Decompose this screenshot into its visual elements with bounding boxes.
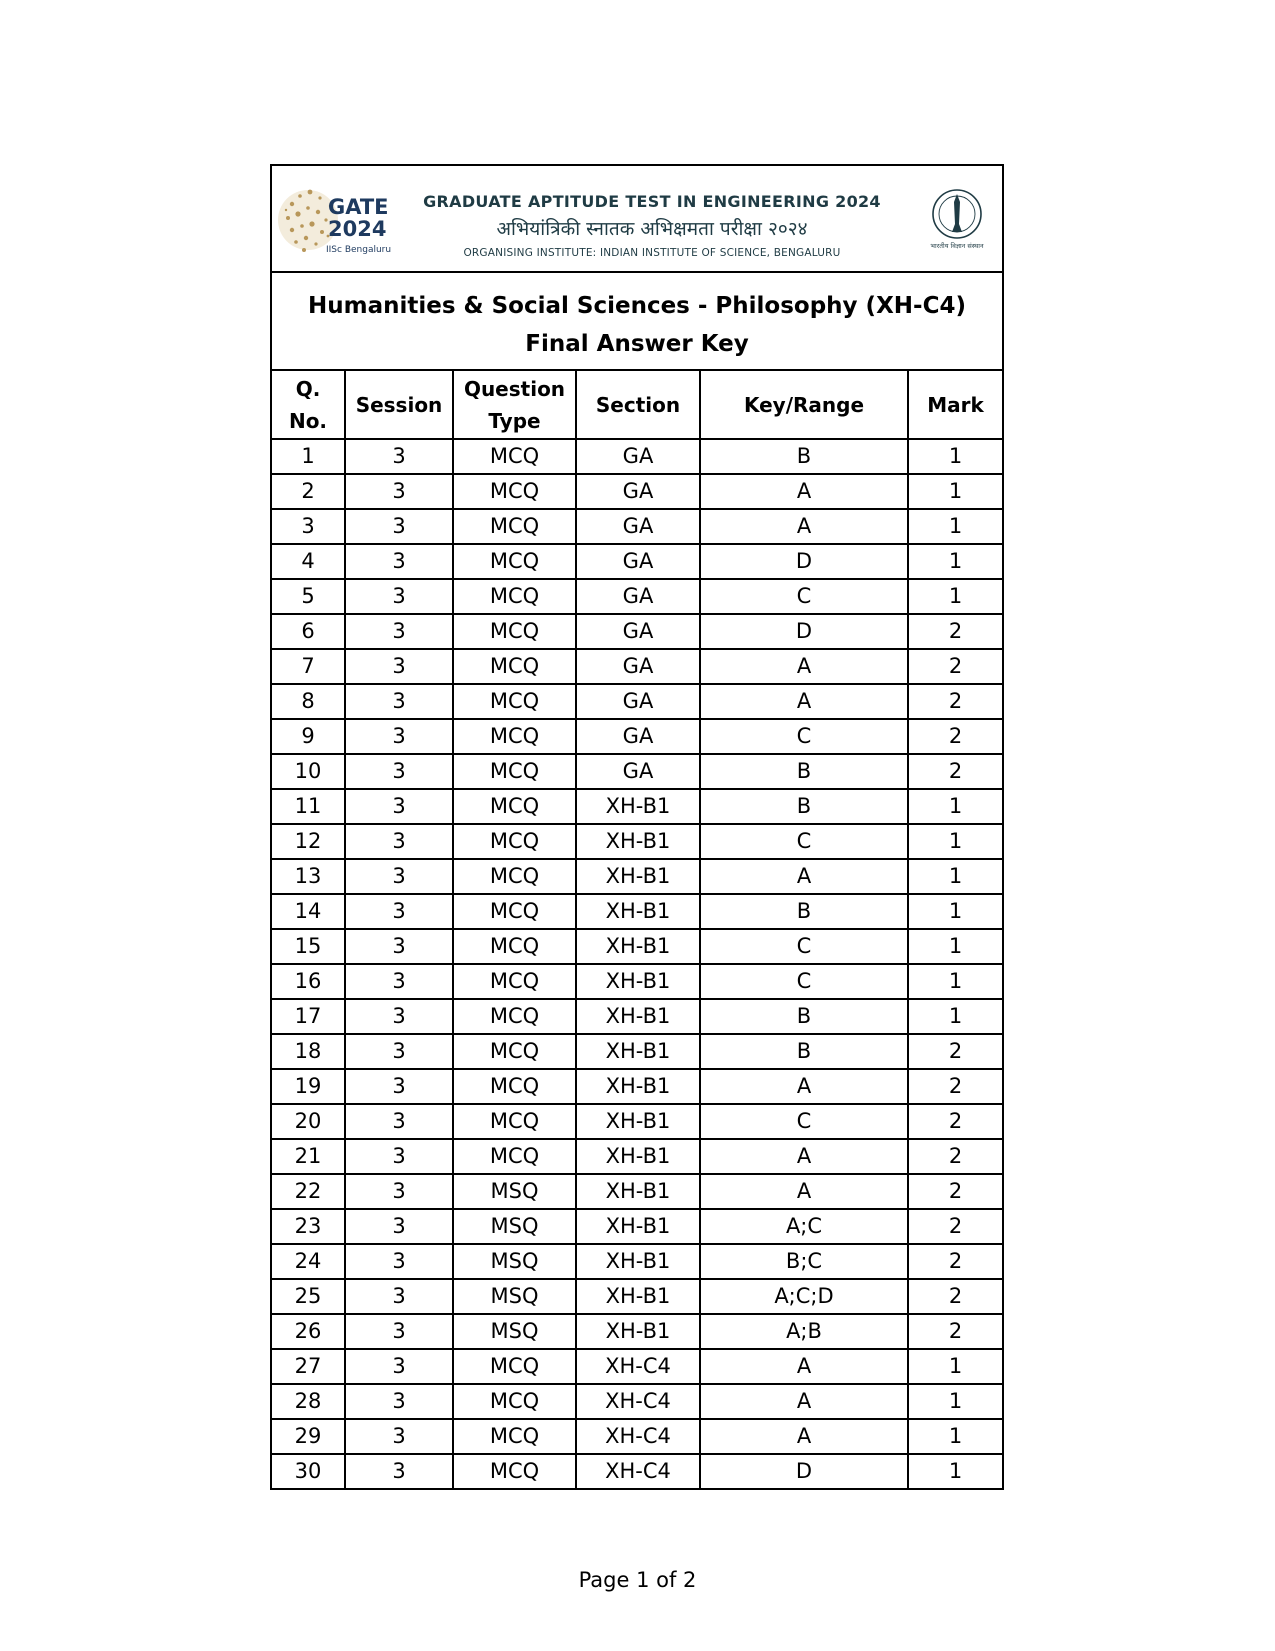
cell-session: 3 bbox=[345, 1209, 453, 1244]
cell-question-type: MCQ bbox=[453, 614, 576, 649]
cell-question-number: 6 bbox=[272, 614, 345, 649]
cell-mark: 1 bbox=[908, 579, 1002, 614]
cell-session: 3 bbox=[345, 1349, 453, 1384]
cell-session: 3 bbox=[345, 439, 453, 474]
cell-question-type: MCQ bbox=[453, 964, 576, 999]
cell-session: 3 bbox=[345, 1314, 453, 1349]
cell-key-range: A bbox=[700, 1349, 908, 1384]
cell-question-number: 14 bbox=[272, 894, 345, 929]
cell-question-type: MCQ bbox=[453, 474, 576, 509]
cell-key-range: A bbox=[700, 859, 908, 894]
cell-mark: 1 bbox=[908, 509, 1002, 544]
cell-session: 3 bbox=[345, 509, 453, 544]
table-row bbox=[272, 789, 1002, 824]
cell-question-number: 26 bbox=[272, 1314, 345, 1349]
cell-mark: 2 bbox=[908, 614, 1002, 649]
cell-mark: 1 bbox=[908, 789, 1002, 824]
cell-key-range: C bbox=[700, 964, 908, 999]
cell-question-type: MCQ bbox=[453, 1349, 576, 1384]
cell-question-number: 3 bbox=[272, 509, 345, 544]
table-row bbox=[272, 894, 1002, 929]
cell-section: XH-B1 bbox=[576, 789, 700, 824]
cell-section: XH-B1 bbox=[576, 859, 700, 894]
cell-session: 3 bbox=[345, 649, 453, 684]
table-row bbox=[272, 1174, 1002, 1209]
cell-question-type: MCQ bbox=[453, 684, 576, 719]
gate-2024-logo bbox=[278, 174, 396, 266]
cell-section: XH-B1 bbox=[576, 894, 700, 929]
cell-mark: 1 bbox=[908, 1349, 1002, 1384]
header-question-number bbox=[272, 371, 345, 439]
cell-section: XH-B1 bbox=[576, 964, 700, 999]
cell-session: 3 bbox=[345, 859, 453, 894]
cell-section: XH-B1 bbox=[576, 1244, 700, 1279]
cell-question-type: MCQ bbox=[453, 719, 576, 754]
table-row bbox=[272, 754, 1002, 789]
cell-key-range: A bbox=[700, 1139, 908, 1174]
cell-question-number: 10 bbox=[272, 754, 345, 789]
organising-institute: ORGANISING INSTITUTE: INDIAN INSTITUTE OF SCIENCE, BENGALURU bbox=[463, 247, 841, 259]
cell-key-range: B bbox=[700, 894, 908, 929]
cell-question-number: 29 bbox=[272, 1419, 345, 1454]
paper-title: Humanities & Social Sciences - Philosophy (XH-C4) bbox=[307, 293, 966, 319]
cell-question-number: 17 bbox=[272, 999, 345, 1034]
table-row bbox=[272, 474, 1002, 509]
cell-mark: 2 bbox=[908, 649, 1002, 684]
cell-session: 3 bbox=[345, 999, 453, 1034]
cell-section: XH-C4 bbox=[576, 1384, 700, 1419]
cell-section: XH-B1 bbox=[576, 1314, 700, 1349]
cell-question-type: MSQ bbox=[453, 1244, 576, 1279]
cell-question-number: 30 bbox=[272, 1454, 345, 1488]
cell-question-type: MCQ bbox=[453, 1384, 576, 1419]
cell-key-range: B bbox=[700, 999, 908, 1034]
cell-question-type: MSQ bbox=[453, 1279, 576, 1314]
cell-key-range: C bbox=[700, 719, 908, 754]
cell-section: XH-B1 bbox=[576, 1139, 700, 1174]
cell-question-type: MCQ bbox=[453, 999, 576, 1034]
header-qtype-line1: Question bbox=[463, 376, 566, 401]
cell-mark: 1 bbox=[908, 474, 1002, 509]
cell-session: 3 bbox=[345, 1069, 453, 1104]
cell-mark: 2 bbox=[908, 754, 1002, 789]
cell-key-range: A;B bbox=[700, 1314, 908, 1349]
header-qno-line1: Q. bbox=[295, 376, 321, 401]
table-row bbox=[272, 1279, 1002, 1314]
cell-mark: 2 bbox=[908, 1034, 1002, 1069]
emblem-caption: भारतीय विज्ञान संस्थान bbox=[930, 242, 984, 250]
cell-key-range: A bbox=[700, 509, 908, 544]
table-row bbox=[272, 1384, 1002, 1419]
cell-session: 3 bbox=[345, 1174, 453, 1209]
cell-question-number: 27 bbox=[272, 1349, 345, 1384]
table-row bbox=[272, 1139, 1002, 1174]
cell-key-range: A bbox=[700, 1419, 908, 1454]
table-row bbox=[272, 1419, 1002, 1454]
cell-section: XH-C4 bbox=[576, 1349, 700, 1384]
cell-mark: 1 bbox=[908, 1419, 1002, 1454]
cell-key-range: A bbox=[700, 1174, 908, 1209]
cell-mark: 1 bbox=[908, 824, 1002, 859]
header-question-type bbox=[453, 371, 576, 439]
answer-key-sheet bbox=[270, 164, 1004, 1490]
cell-key-range: C bbox=[700, 824, 908, 859]
table-row bbox=[272, 859, 1002, 894]
cell-question-type: MSQ bbox=[453, 1209, 576, 1244]
table-row bbox=[272, 719, 1002, 754]
cell-question-type: MCQ bbox=[453, 1139, 576, 1174]
cell-session: 3 bbox=[345, 684, 453, 719]
table-row bbox=[272, 509, 1002, 544]
cell-question-number: 8 bbox=[272, 684, 345, 719]
cell-mark: 2 bbox=[908, 1104, 1002, 1139]
cell-section: GA bbox=[576, 719, 700, 754]
cell-session: 3 bbox=[345, 1244, 453, 1279]
cell-question-number: 16 bbox=[272, 964, 345, 999]
cell-section: XH-B1 bbox=[576, 1209, 700, 1244]
cell-section: GA bbox=[576, 684, 700, 719]
cell-mark: 1 bbox=[908, 1384, 1002, 1419]
cell-mark: 2 bbox=[908, 1314, 1002, 1349]
cell-section: XH-B1 bbox=[576, 824, 700, 859]
cell-session: 3 bbox=[345, 964, 453, 999]
table-row bbox=[272, 439, 1002, 474]
cell-key-range: B;C bbox=[700, 1244, 908, 1279]
table-row bbox=[272, 1034, 1002, 1069]
cell-session: 3 bbox=[345, 929, 453, 964]
answer-key-table bbox=[272, 371, 1002, 1488]
table-row bbox=[272, 1069, 1002, 1104]
cell-question-number: 15 bbox=[272, 929, 345, 964]
cell-mark: 1 bbox=[908, 929, 1002, 964]
cell-session: 3 bbox=[345, 894, 453, 929]
cell-key-range: D bbox=[700, 1454, 908, 1488]
cell-mark: 2 bbox=[908, 1209, 1002, 1244]
table-header-row bbox=[272, 371, 1002, 439]
iisc-emblem-logo bbox=[918, 184, 996, 254]
cell-session: 3 bbox=[345, 614, 453, 649]
cell-question-type: MCQ bbox=[453, 509, 576, 544]
cell-question-type: MCQ bbox=[453, 439, 576, 474]
cell-mark: 2 bbox=[908, 1279, 1002, 1314]
cell-session: 3 bbox=[345, 1384, 453, 1419]
cell-key-range: A bbox=[700, 684, 908, 719]
answer-key-body bbox=[272, 439, 1002, 1488]
cell-question-number: 13 bbox=[272, 859, 345, 894]
cell-question-number: 28 bbox=[272, 1384, 345, 1419]
table-row bbox=[272, 1314, 1002, 1349]
cell-section: GA bbox=[576, 544, 700, 579]
cell-question-type: MCQ bbox=[453, 579, 576, 614]
cell-question-number: 21 bbox=[272, 1139, 345, 1174]
answer-key-title: Final Answer Key bbox=[525, 331, 749, 357]
cell-key-range: C bbox=[700, 929, 908, 964]
cell-session: 3 bbox=[345, 1419, 453, 1454]
cell-session: 3 bbox=[345, 474, 453, 509]
cell-mark: 2 bbox=[908, 1069, 1002, 1104]
cell-question-number: 2 bbox=[272, 474, 345, 509]
cell-key-range: A;C bbox=[700, 1209, 908, 1244]
cell-section: GA bbox=[576, 474, 700, 509]
cell-section: XH-B1 bbox=[576, 929, 700, 964]
cell-mark: 1 bbox=[908, 1454, 1002, 1488]
cell-mark: 1 bbox=[908, 544, 1002, 579]
cell-question-number: 4 bbox=[272, 544, 345, 579]
cell-section: XH-B1 bbox=[576, 1034, 700, 1069]
table-row bbox=[272, 544, 1002, 579]
logo-caption-text: IISc Bengaluru bbox=[326, 245, 392, 255]
cell-question-number: 25 bbox=[272, 1279, 345, 1314]
cell-question-type: MCQ bbox=[453, 824, 576, 859]
table-row bbox=[272, 1454, 1002, 1488]
cell-key-range: A bbox=[700, 1069, 908, 1104]
table-row bbox=[272, 1104, 1002, 1139]
cell-question-number: 18 bbox=[272, 1034, 345, 1069]
table-row bbox=[272, 824, 1002, 859]
table-row bbox=[272, 614, 1002, 649]
cell-question-type: MCQ bbox=[453, 544, 576, 579]
table-row bbox=[272, 649, 1002, 684]
logo-gate-text: GATE bbox=[328, 195, 389, 219]
cell-question-type: MCQ bbox=[453, 1069, 576, 1104]
table-row bbox=[272, 1209, 1002, 1244]
cell-section: GA bbox=[576, 754, 700, 789]
table-row bbox=[272, 579, 1002, 614]
cell-question-type: MCQ bbox=[453, 649, 576, 684]
cell-question-type: MCQ bbox=[453, 1104, 576, 1139]
header-mark: Mark bbox=[908, 371, 1002, 439]
document-title bbox=[272, 273, 1002, 371]
cell-question-number: 7 bbox=[272, 649, 345, 684]
exam-title-hindi: अभियांत्रिकी स्नातक अभिक्षमता परीक्षा २०२४ bbox=[496, 218, 808, 240]
cell-key-range: B bbox=[700, 1034, 908, 1069]
cell-key-range: B bbox=[700, 439, 908, 474]
cell-session: 3 bbox=[345, 1034, 453, 1069]
page-number: Page 1 of 2 bbox=[578, 1568, 697, 1592]
cell-key-range: D bbox=[700, 544, 908, 579]
cell-section: XH-B1 bbox=[576, 1174, 700, 1209]
cell-question-number: 1 bbox=[272, 439, 345, 474]
header-section: Section bbox=[576, 371, 700, 439]
cell-key-range: B bbox=[700, 754, 908, 789]
cell-session: 3 bbox=[345, 754, 453, 789]
cell-session: 3 bbox=[345, 544, 453, 579]
cell-question-type: MCQ bbox=[453, 929, 576, 964]
cell-question-number: 9 bbox=[272, 719, 345, 754]
cell-session: 3 bbox=[345, 1454, 453, 1488]
cell-mark: 1 bbox=[908, 964, 1002, 999]
cell-section: XH-B1 bbox=[576, 999, 700, 1034]
cell-mark: 1 bbox=[908, 999, 1002, 1034]
cell-key-range: A bbox=[700, 649, 908, 684]
cell-session: 3 bbox=[345, 1104, 453, 1139]
cell-mark: 1 bbox=[908, 439, 1002, 474]
cell-question-type: MCQ bbox=[453, 894, 576, 929]
cell-mark: 1 bbox=[908, 859, 1002, 894]
cell-question-type: MCQ bbox=[453, 754, 576, 789]
table-row bbox=[272, 929, 1002, 964]
cell-mark: 2 bbox=[908, 1244, 1002, 1279]
logo-year-text: 2024 bbox=[328, 217, 387, 241]
table-row bbox=[272, 684, 1002, 719]
cell-section: GA bbox=[576, 509, 700, 544]
cell-section: GA bbox=[576, 649, 700, 684]
cell-key-range: C bbox=[700, 579, 908, 614]
cell-question-number: 24 bbox=[272, 1244, 345, 1279]
exam-title-english: GRADUATE APTITUDE TEST IN ENGINEERING 2024 bbox=[423, 192, 881, 211]
gate-banner bbox=[272, 166, 1002, 273]
cell-question-type: MCQ bbox=[453, 859, 576, 894]
cell-session: 3 bbox=[345, 789, 453, 824]
cell-question-number: 20 bbox=[272, 1104, 345, 1139]
table-row bbox=[272, 999, 1002, 1034]
cell-session: 3 bbox=[345, 1279, 453, 1314]
cell-session: 3 bbox=[345, 1139, 453, 1174]
emblem-tower-icon bbox=[952, 194, 962, 232]
cell-section: GA bbox=[576, 614, 700, 649]
table-row bbox=[272, 1244, 1002, 1279]
cell-key-range: C bbox=[700, 1104, 908, 1139]
header-key-range: Key/Range bbox=[700, 371, 908, 439]
table-row bbox=[272, 964, 1002, 999]
cell-section: XH-B1 bbox=[576, 1104, 700, 1139]
cell-question-type: MSQ bbox=[453, 1174, 576, 1209]
cell-question-type: MCQ bbox=[453, 1034, 576, 1069]
cell-section: GA bbox=[576, 579, 700, 614]
banner-text-block bbox=[412, 192, 892, 259]
cell-question-type: MCQ bbox=[453, 1419, 576, 1454]
cell-question-number: 5 bbox=[272, 579, 345, 614]
cell-session: 3 bbox=[345, 579, 453, 614]
cell-section: XH-B1 bbox=[576, 1069, 700, 1104]
header-qtype-line2: Type bbox=[488, 408, 541, 433]
table-row bbox=[272, 1349, 1002, 1384]
cell-question-number: 22 bbox=[272, 1174, 345, 1209]
cell-mark: 1 bbox=[908, 894, 1002, 929]
cell-key-range: B bbox=[700, 789, 908, 824]
cell-section: XH-B1 bbox=[576, 1279, 700, 1314]
cell-question-number: 23 bbox=[272, 1209, 345, 1244]
cell-section: XH-C4 bbox=[576, 1454, 700, 1488]
cell-question-number: 11 bbox=[272, 789, 345, 824]
cell-question-number: 12 bbox=[272, 824, 345, 859]
cell-question-number: 19 bbox=[272, 1069, 345, 1104]
cell-session: 3 bbox=[345, 824, 453, 859]
cell-mark: 2 bbox=[908, 1139, 1002, 1174]
cell-question-type: MCQ bbox=[453, 1454, 576, 1488]
cell-section: XH-C4 bbox=[576, 1419, 700, 1454]
cell-mark: 2 bbox=[908, 1174, 1002, 1209]
cell-mark: 2 bbox=[908, 684, 1002, 719]
cell-section: GA bbox=[576, 439, 700, 474]
header-qno-line2: No. bbox=[288, 408, 328, 433]
cell-mark: 2 bbox=[908, 719, 1002, 754]
header-session: Session bbox=[345, 371, 453, 439]
cell-question-type: MCQ bbox=[453, 789, 576, 824]
cell-session: 3 bbox=[345, 719, 453, 754]
cell-key-range: A;C;D bbox=[700, 1279, 908, 1314]
cell-key-range: D bbox=[700, 614, 908, 649]
cell-question-type: MSQ bbox=[453, 1314, 576, 1349]
cell-key-range: A bbox=[700, 1384, 908, 1419]
cell-key-range: A bbox=[700, 474, 908, 509]
